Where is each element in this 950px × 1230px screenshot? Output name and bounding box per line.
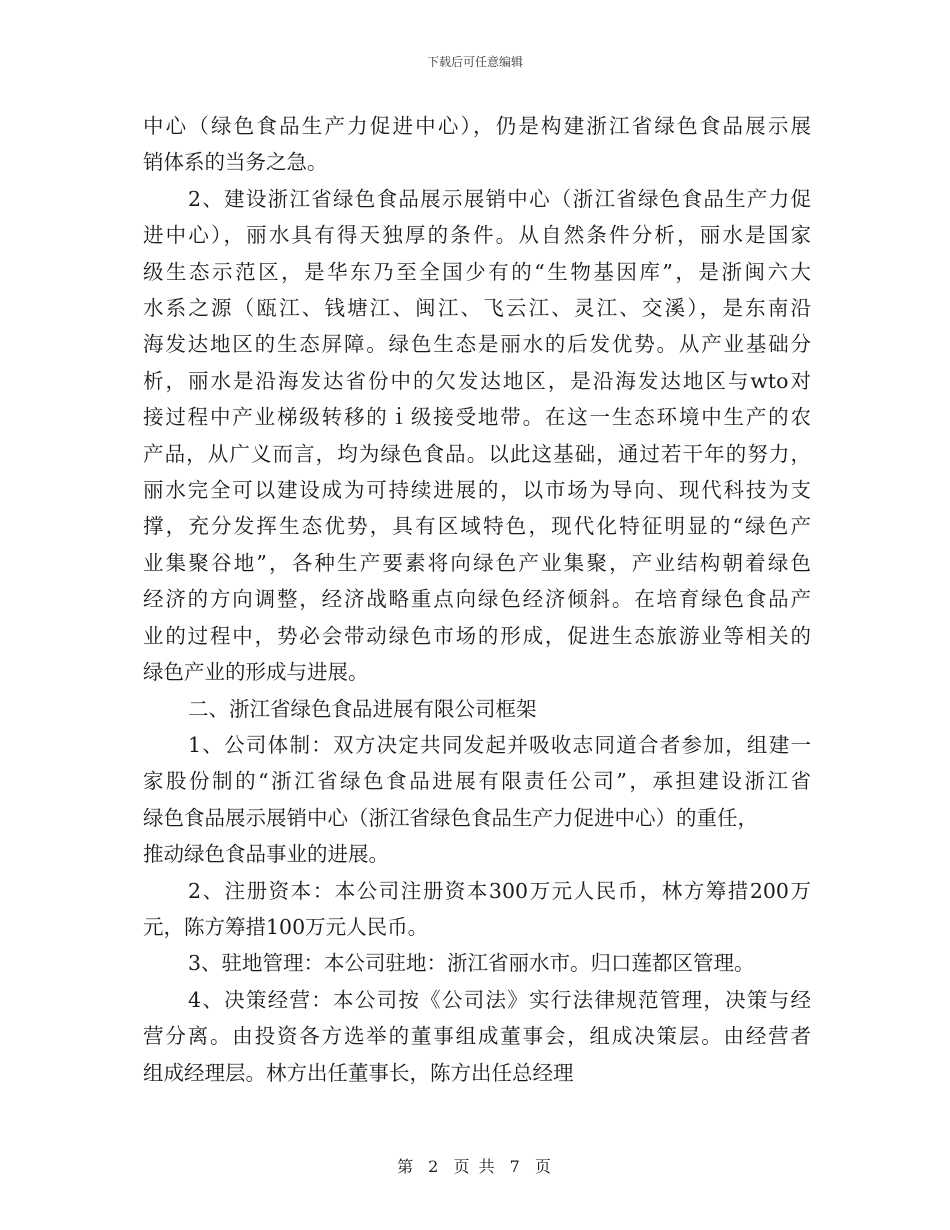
text-line: 中心（绿色食品生产力促进中心），仍是构建浙江省绿色食品展示展 [143, 114, 811, 138]
text-line: 接过程中产业梯级转移的ｉ级接受地带。在这一生态环境中生产的农 [143, 405, 811, 430]
text-line: 3、驻地管理：本公司驻地：浙江省丽水市。归口莲都区管理。 [188, 951, 755, 976]
text-line: 2、注册资本：本公司注册资本300万元人民币，林方筹措200万 [188, 878, 811, 903]
text-line: 推动绿色食品事业的进展。 [143, 842, 389, 867]
footer-prefix: 第 [397, 1157, 416, 1176]
text-line: 产品，从广义而言，均为绿色食品。以此这基础，通过若干年的努力， [143, 441, 811, 466]
text-line: 析，丽水是沿海发达省份中的欠发达地区，是沿海发达地区与wto对 [143, 368, 811, 393]
page-total: 7 [509, 1157, 522, 1176]
text-line: 业集聚谷地”，各种生产要素将向绿色产业集聚，产业结构朝着绿色 [143, 550, 811, 575]
text-line: 销体系的当务之急。 [143, 150, 328, 175]
text-line: 业的过程中，势必会带动绿色市场的形成，促进生态旅游业等相关的 [143, 623, 811, 648]
text-line: 1、公司体制：双方决定共同发起并吸收志同道合者参加，组建一 [188, 732, 811, 757]
text-line: 营分离。由投资各方选举的董事组成董事会，组成决策层。由经营者 [143, 1024, 811, 1049]
section-heading: 二、浙江省绿色食品进展有限公司框架 [188, 696, 537, 721]
text-line: 家股份制的“浙江省绿色食品进展有限责任公司”，承担建设浙江省 [143, 769, 811, 794]
page-number: 2 [428, 1157, 441, 1176]
text-line: 元，陈方筹措100万元人民币。 [143, 914, 429, 939]
footer-suffix: 页 [534, 1157, 553, 1176]
text-line: 绿色食品展示展销中心（浙江省绿色食品生产力促进中心）的重任， [143, 805, 758, 830]
text-line: 经济的方向调整，经济战略重点向绿色经济倾斜。在培育绿色食品产 [143, 587, 811, 612]
text-line: 水系之源（瓯江、钱塘江、闽江、飞云江、灵江、交溪），是东南沿 [143, 296, 811, 321]
page-header: 下载后可任意编辑 [426, 55, 523, 69]
footer-middle: 页 共 [453, 1157, 497, 1176]
page-footer [0, 1154, 950, 1177]
text-line: 级生态示范区，是华东乃至全国少有的“生物基因库”，是浙闽六大 [143, 259, 811, 284]
text-line: 丽水完全可以建设成为可持续进展的，以市场为导向、现代科技为支 [143, 478, 811, 503]
text-line: 绿色产业的形成与进展。 [143, 660, 369, 685]
text-line: 4、决策经营：本公司按《公司法》实行法律规范管理，决策与经 [188, 987, 811, 1012]
text-line: 进中心），丽水具有得天独厚的条件。从自然条件分析，丽水是国家 [143, 223, 811, 248]
body-text [143, 108, 811, 1091]
text-line: 2、建设浙江省绿色食品展示展销中心（浙江省绿色食品生产力促 [188, 186, 811, 211]
text-line: 海发达地区的生态屏障。绿色生态是丽水的后发优势。从产业基础分 [143, 332, 811, 357]
text-line: 撑，充分发挥生态优势，具有区域特色，现代化特征明显的“绿色产 [143, 514, 811, 539]
text-line: 组成经理层。林方出任董事长，陈方出任总经理 [143, 1060, 574, 1085]
